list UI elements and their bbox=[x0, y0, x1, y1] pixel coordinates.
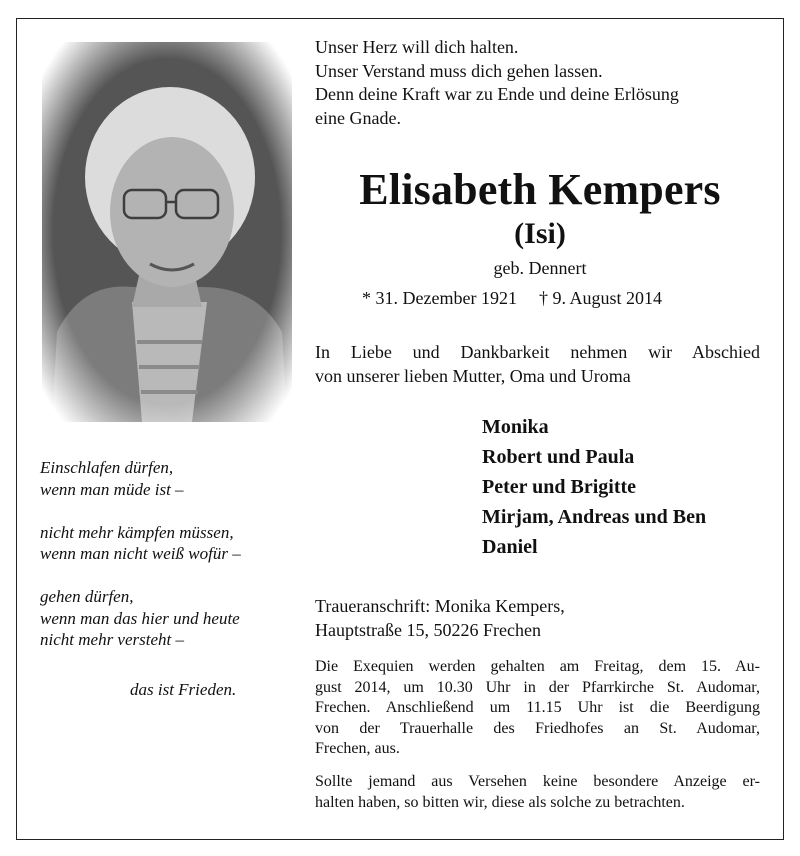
portrait-photo bbox=[42, 42, 292, 422]
motto-text bbox=[315, 36, 679, 130]
family-member: Peter und Brigitte bbox=[482, 476, 637, 498]
portrait-illustration bbox=[42, 42, 292, 422]
poem-closing: das ist Frieden. bbox=[130, 680, 237, 699]
life-dates bbox=[362, 286, 662, 310]
poem-stanza bbox=[40, 522, 241, 565]
motto-line: eine Gnade. bbox=[315, 107, 401, 128]
poem-line: wenn man nicht weiß wofür – bbox=[40, 544, 241, 563]
family-member: Monika bbox=[482, 416, 549, 438]
family-member: Robert und Paula bbox=[482, 446, 635, 468]
motto-line: Denn deine Kraft war zu Ende und deine Erlösung bbox=[315, 84, 679, 104]
notice-line: Sollte jemand aus Versehen keine besondere Anzeige er- bbox=[315, 773, 760, 790]
poem-line: Einschlafen dürfen, bbox=[40, 458, 174, 477]
death-date: † 9. August 2014 bbox=[538, 288, 662, 308]
notice-text bbox=[315, 772, 760, 813]
funeral-details bbox=[315, 657, 760, 760]
funeral-line: Die Exequien werden gehalten am Freitag, dem 15. Au- bbox=[315, 658, 760, 675]
address-line: Traueranschrift: Monika Kempers, bbox=[315, 596, 565, 616]
deceased-nickname: (Isi) bbox=[514, 217, 566, 250]
poem-line: wenn man das hier und heute bbox=[40, 608, 240, 628]
poem-stanza bbox=[40, 586, 241, 651]
poem-line: nicht mehr kämpfen müssen, bbox=[40, 522, 234, 542]
motto-line: Unser Herz will dich halten. bbox=[315, 37, 519, 57]
mourning-address bbox=[315, 595, 565, 642]
family-member: Mirjam, Andreas und Ben bbox=[482, 506, 707, 528]
poem-line: gehen dürfen, bbox=[40, 587, 134, 606]
farewell-intro bbox=[315, 340, 760, 388]
birth-name: geb. Dennert bbox=[493, 258, 587, 278]
intro-line: von unserer lieben Mutter, Oma und Uroma bbox=[315, 366, 631, 386]
funeral-line: Frechen, aus. bbox=[315, 740, 400, 757]
poem bbox=[40, 457, 241, 699]
poem-stanza bbox=[40, 457, 241, 500]
funeral-line: Frechen. Anschließend um 11.15 Uhr ist die Beerdigung bbox=[315, 699, 760, 716]
family-list bbox=[482, 412, 706, 562]
deceased-name: Elisabeth Kempers bbox=[359, 165, 721, 214]
funeral-line: von der Trauerhalle des Friedhofes an St. Audomar, bbox=[315, 719, 760, 737]
motto-line: Unser Verstand muss dich gehen lassen. bbox=[315, 60, 603, 81]
notice-line: halten haben, so bitten wir, diese als solche zu betrachten. bbox=[315, 793, 685, 811]
birth-date: * 31. Dezember 1921 bbox=[362, 288, 517, 308]
address-line: Hauptstraße 15, 50226 Frechen bbox=[315, 619, 541, 640]
intro-line: In Liebe und Dankbarkeit nehmen wir Abschied bbox=[315, 342, 760, 362]
funeral-line: gust 2014, um 10.30 Uhr in der Pfarrkirche St. Audomar, bbox=[315, 678, 760, 696]
poem-line: wenn man müde ist – bbox=[40, 479, 184, 499]
poem-line: nicht mehr versteht – bbox=[40, 630, 184, 649]
family-member: Daniel bbox=[482, 536, 538, 558]
